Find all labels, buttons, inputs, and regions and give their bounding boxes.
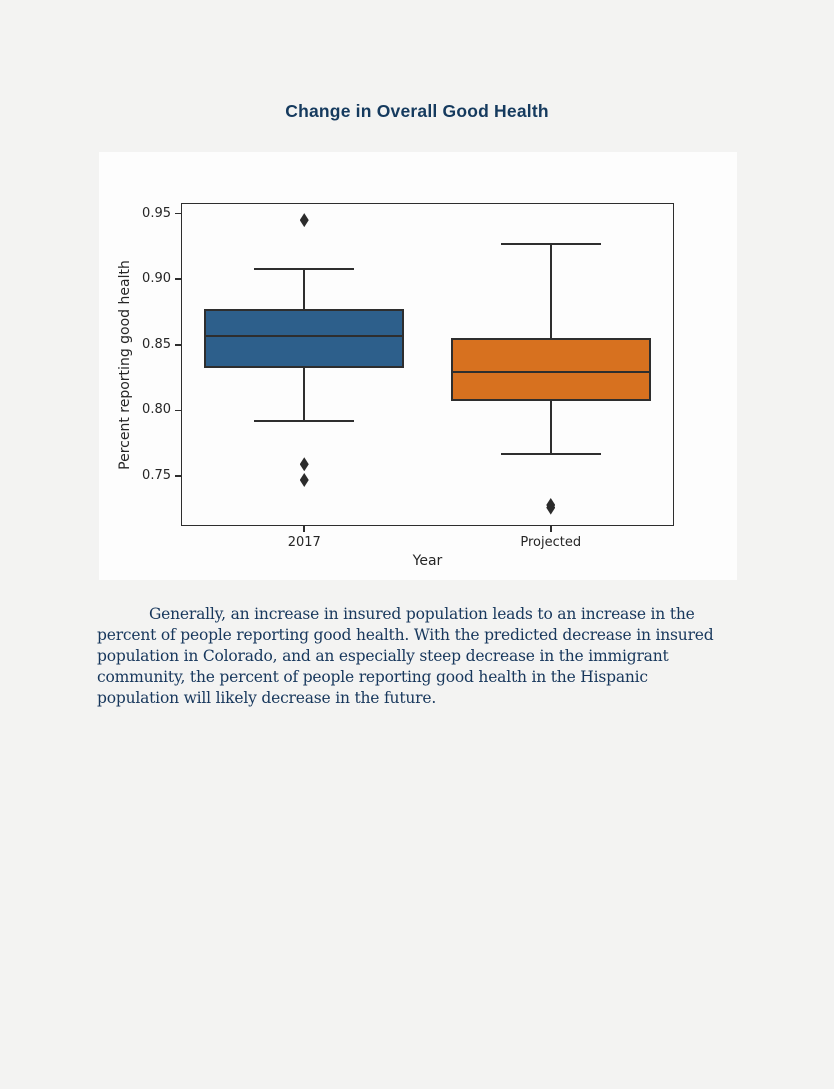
- whisker-cap-high: [254, 268, 354, 270]
- y-tick-mark: [175, 213, 181, 215]
- x-tick-mark: [550, 526, 552, 532]
- x-tick-label-2017: 2017: [287, 535, 321, 550]
- y-tick-mark: [175, 344, 181, 346]
- y-tick-label: 0.80: [142, 402, 171, 418]
- median-line: [206, 335, 402, 337]
- whisker-cap-low: [254, 420, 354, 422]
- y-axis-title: Percent reporting good health: [117, 259, 133, 470]
- y-tick-mark: [175, 475, 181, 477]
- y-tick-label: 0.85: [142, 336, 171, 352]
- median-line: [453, 371, 649, 373]
- page-title: Change in Overall Good Health: [285, 101, 549, 121]
- caption-paragraph: Generally, an increase in insured population leads to an increase in the percent of people reporting good health. With the predicted decrease in insured population in Colorado, and an especially steep decrease in the immigrant community, the percent of people reporting good health in the Hispanic population will likely decrease in the future.: [97, 605, 714, 707]
- whisker-cap-high: [501, 243, 601, 245]
- x-axis-title: Year: [412, 553, 443, 569]
- y-tick-mark: [175, 278, 181, 280]
- y-tick-label: 0.75: [142, 468, 171, 484]
- x-tick-mark: [303, 526, 305, 532]
- y-tick-mark: [175, 410, 181, 412]
- box-2017: [204, 309, 404, 368]
- y-tick-label: 0.90: [142, 271, 171, 287]
- y-tick-label: 0.95: [142, 205, 171, 221]
- chart-axes: [117, 203, 674, 569]
- box-projected: [451, 338, 651, 401]
- whisker-cap-low: [501, 453, 601, 455]
- boxplot-figure: [99, 152, 737, 580]
- x-tick-label-projected: Projected: [520, 535, 582, 550]
